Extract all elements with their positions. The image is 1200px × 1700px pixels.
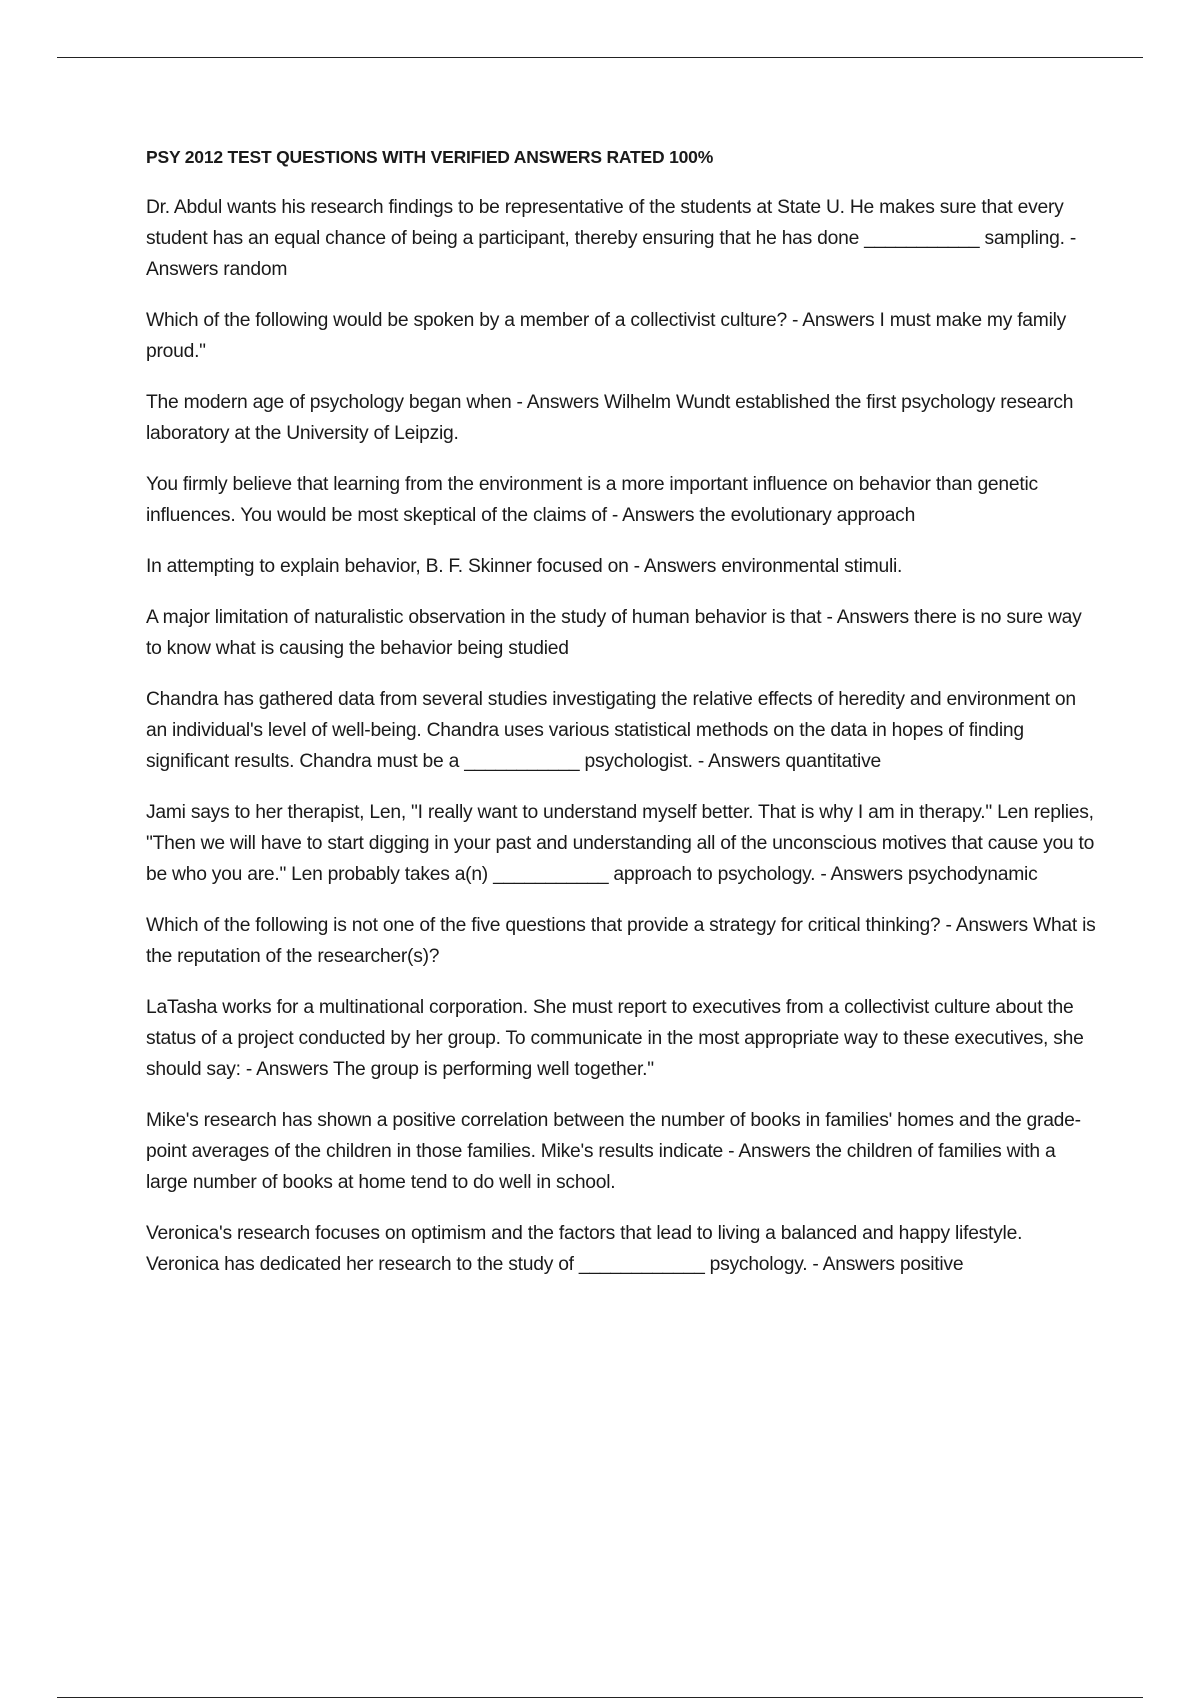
qa-item-1: Dr. Abdul wants his research findings to be representative of the students at State U. He makes sure that every student has an equal chance of being a participant, thereby ensuring that he has done ___________ sampling. - Answers random [146, 197, 1077, 280]
document-title: PSY 2012 TEST QUESTIONS WITH VERIFIED ANSWERS RATED 100% [146, 147, 714, 167]
qa-item-2: Which of the following would be spoken by a member of a collectivist culture? - Answers I must make my family proud." [146, 310, 1067, 362]
qa-item-6: A major limitation of naturalistic observation in the study of human behavior is that - Answers there is no sure way to know what is causing the behavior being studied [146, 607, 1082, 659]
qa-item-12: Veronica's research focuses on optimism and the factors that lead to living a balanced and happy lifestyle. Veronica has dedicated her research to the study of ____________ psychology. - Answers positive [146, 1223, 1023, 1275]
qa-item-7: Chandra has gathered data from several studies investigating the relative effects of heredity and environment on an individual's level of well-being. Chandra uses various statistical methods on the data in hopes of finding significant results. Chandra must be a ___________ psychologist. - Answers quantitative [146, 689, 1076, 772]
qa-item-4: You firmly believe that learning from the environment is a more important influence on behavior than genetic influences. You would be most skeptical of the claims of - Answers the evolutionary approach [146, 474, 1038, 526]
qa-item-11: Mike's research has shown a positive correlation between the number of books in families' homes and the grade-point averages of the children in those families. Mike's results indicate - Answers the children of families with a large number of books at home tend to do well in school. [146, 1110, 1081, 1193]
document-body [146, 142, 1096, 1300]
qa-item-10: LaTasha works for a multinational corporation. She must report to executives from a collectivist culture about the status of a project conducted by her group. To communicate in the most appropriate way to these executives, she should say: - Answers The group is performing well together." [146, 997, 1084, 1080]
qa-item-9: Which of the following is not one of the five questions that provide a strategy for critical thinking? - Answers What is the reputation of the researcher(s)? [146, 915, 1096, 967]
top-rule [57, 57, 1143, 58]
qa-item-5: In attempting to explain behavior, B. F. Skinner focused on - Answers environmental stimuli. [146, 556, 903, 577]
qa-item-3: The modern age of psychology began when - Answers Wilhelm Wundt established the first psychology research laboratory at the University of Leipzig. [146, 392, 1074, 444]
qa-item-8: Jami says to her therapist, Len, "I really want to understand myself better. That is why I am in therapy." Len replies, "Then we will have to start digging in your past and understanding all of the unconscious motives that cause you to be who you are." Len probably takes a(n) ___________ approach to psychology. - Answers psychodynamic [146, 802, 1095, 885]
bottom-rule [57, 1697, 1143, 1698]
